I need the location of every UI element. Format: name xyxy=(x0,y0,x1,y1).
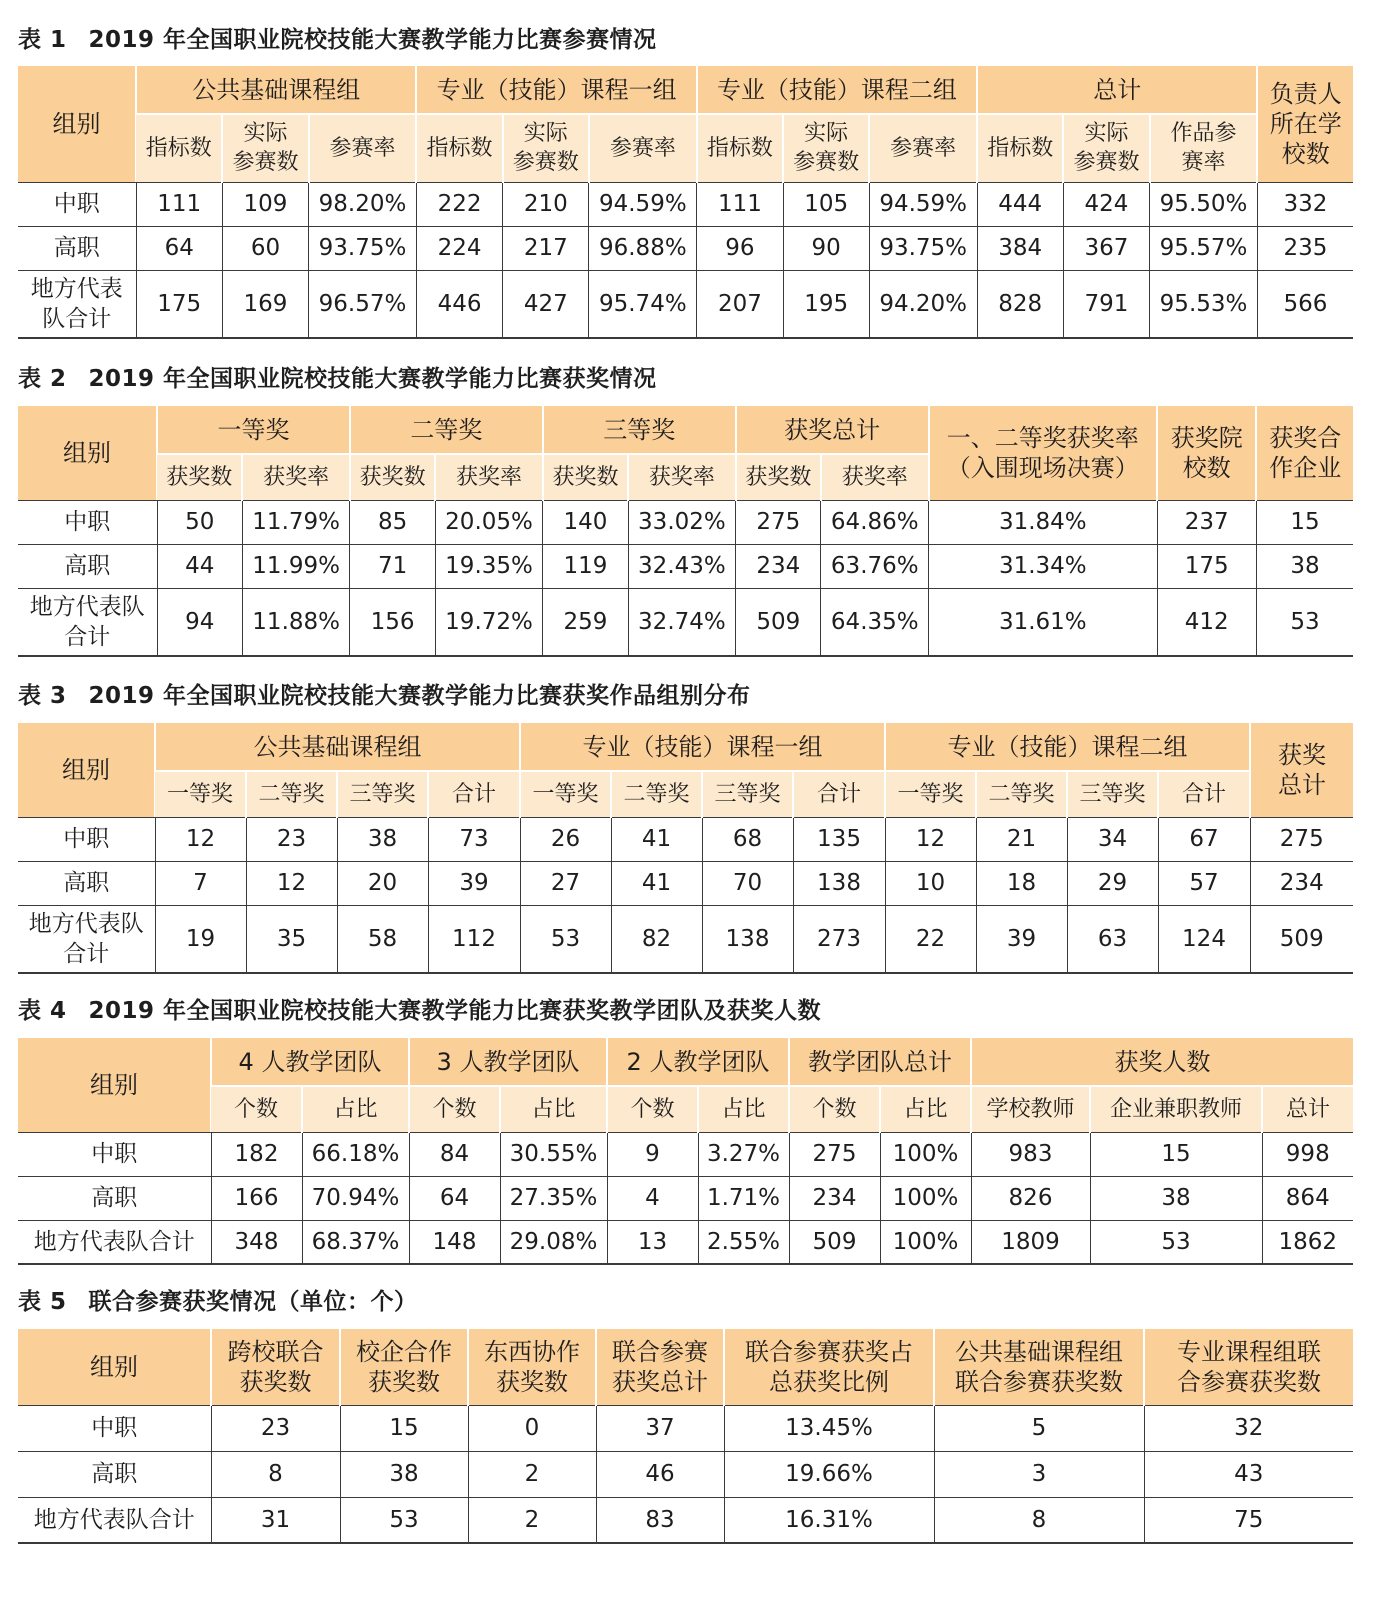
table-cell: 38 xyxy=(340,1451,468,1497)
table-cell: 5 xyxy=(934,1405,1144,1451)
row-header: 组别 xyxy=(18,406,157,500)
table-row xyxy=(18,182,1353,226)
table-cell: 10 xyxy=(885,861,976,905)
sub-header: 占比 xyxy=(500,1086,607,1132)
table-cell: 68 xyxy=(702,817,793,861)
table-5-section xyxy=(18,1283,1353,1544)
table-1 xyxy=(18,66,1353,339)
table-cell: 26 xyxy=(520,817,611,861)
sub-header: 三等奖 xyxy=(1067,771,1158,817)
table-cell: 100% xyxy=(880,1220,971,1264)
group-header: 专业（技能）课程二组 xyxy=(697,66,977,114)
table-cell: 44 xyxy=(157,544,242,588)
table-4-section xyxy=(18,992,1353,1265)
table-cell: 93.75% xyxy=(309,226,417,270)
table-2-section xyxy=(18,360,1353,657)
group-header: 专业（技能）课程二组 xyxy=(885,723,1250,771)
sub-header: 获奖率 xyxy=(435,454,543,500)
sub-header: 实际 参赛数 xyxy=(783,114,869,182)
sub-header: 指标数 xyxy=(136,114,222,182)
table-cell: 38 xyxy=(1090,1176,1262,1220)
table-cell: 41 xyxy=(611,861,702,905)
table-caption: 联合参赛获奖情况（单位：个） xyxy=(88,1289,418,1315)
row-label: 高职 xyxy=(18,1176,211,1220)
sub-header: 占比 xyxy=(698,1086,789,1132)
table-cell: 826 xyxy=(971,1176,1090,1220)
table-cell: 84 xyxy=(409,1132,500,1176)
table-title xyxy=(18,360,1353,398)
group-header: 一等奖 xyxy=(157,406,350,454)
table-cell: 384 xyxy=(977,226,1063,270)
table-cell: 37 xyxy=(596,1405,724,1451)
table-cell: 15 xyxy=(1090,1132,1262,1176)
table-caption: 2019 年全国职业院校技能大赛教学能力比赛获奖情况 xyxy=(88,366,657,392)
table-cell: 31.61% xyxy=(929,588,1157,656)
table-cell: 96.88% xyxy=(589,226,697,270)
tail-header: 一、二等奖获奖率 （入围现场决赛） xyxy=(929,406,1157,500)
table-cell: 64.35% xyxy=(821,588,929,656)
sub-header: 一等奖 xyxy=(885,771,976,817)
table-cell: 273 xyxy=(793,905,885,973)
table-cell: 111 xyxy=(136,182,222,226)
table-cell: 166 xyxy=(211,1176,302,1220)
table-cell: 27.35% xyxy=(500,1176,607,1220)
tail-header: 东西协作 获奖数 xyxy=(468,1329,596,1405)
row-header: 组别 xyxy=(18,723,155,817)
sub-header: 合计 xyxy=(1158,771,1250,817)
table-cell: 275 xyxy=(789,1132,880,1176)
table-title xyxy=(18,21,1353,59)
table-row xyxy=(18,226,1353,270)
row-label: 地方代表队合计 xyxy=(18,1497,211,1543)
table-cell: 1862 xyxy=(1262,1220,1353,1264)
tail-header: 获奖 总计 xyxy=(1250,723,1353,817)
tail-header: 公共基础课程组 联合参赛获奖数 xyxy=(934,1329,1144,1405)
table-cell: 0 xyxy=(468,1405,596,1451)
table-cell: 66.18% xyxy=(302,1132,409,1176)
row-label: 地方代表 队合计 xyxy=(18,270,136,338)
table-cell: 90 xyxy=(783,226,869,270)
table-row xyxy=(18,1220,1353,1264)
group-header: 三等奖 xyxy=(543,406,736,454)
table-title xyxy=(18,992,1353,1030)
table-cell: 1.71% xyxy=(698,1176,789,1220)
sub-header: 二等奖 xyxy=(976,771,1067,817)
table-cell: 20 xyxy=(337,861,428,905)
sub-header: 个数 xyxy=(211,1086,302,1132)
table-cell: 53 xyxy=(520,905,611,973)
table-cell: 140 xyxy=(543,500,628,544)
table-cell: 15 xyxy=(1256,500,1353,544)
sub-header: 一等奖 xyxy=(520,771,611,817)
table-cell: 367 xyxy=(1063,226,1149,270)
table-cell: 13.45% xyxy=(724,1405,934,1451)
table-3 xyxy=(18,723,1353,974)
table-cell: 19 xyxy=(155,905,246,973)
table-cell: 222 xyxy=(416,182,502,226)
group-header: 二等奖 xyxy=(350,406,543,454)
table-cell: 509 xyxy=(736,588,821,656)
table-cell: 156 xyxy=(350,588,435,656)
table-cell: 412 xyxy=(1157,588,1256,656)
sub-header: 实际 参赛数 xyxy=(503,114,589,182)
table-cell: 94.20% xyxy=(869,270,977,338)
table-cell: 19.35% xyxy=(435,544,543,588)
table-cell: 60 xyxy=(222,226,308,270)
sub-header: 指标数 xyxy=(416,114,502,182)
tail-header: 专业课程组联 合参赛获奖数 xyxy=(1144,1329,1353,1405)
table-cell: 11.88% xyxy=(242,588,350,656)
table-cell: 124 xyxy=(1158,905,1250,973)
row-header: 组别 xyxy=(18,1038,211,1132)
table-number: 表 4 xyxy=(18,998,67,1024)
sub-header: 一等奖 xyxy=(155,771,246,817)
table-cell: 828 xyxy=(977,270,1063,338)
table-cell: 23 xyxy=(211,1405,340,1451)
group-header: 获奖人数 xyxy=(971,1038,1353,1086)
table-cell: 259 xyxy=(543,588,628,656)
table-cell: 22 xyxy=(885,905,976,973)
table-row xyxy=(18,1132,1353,1176)
table-cell: 234 xyxy=(736,544,821,588)
tail-header: 获奖院 校数 xyxy=(1157,406,1256,500)
row-header: 组别 xyxy=(18,66,136,182)
table-cell: 7 xyxy=(155,861,246,905)
table-row xyxy=(18,1451,1353,1497)
sub-header: 合计 xyxy=(793,771,885,817)
table-row xyxy=(18,1176,1353,1220)
table-cell: 13 xyxy=(607,1220,698,1264)
table-cell: 29 xyxy=(1067,861,1158,905)
table-cell: 138 xyxy=(702,905,793,973)
table-cell: 98.20% xyxy=(309,182,417,226)
table-cell: 68.37% xyxy=(302,1220,409,1264)
table-cell: 33.02% xyxy=(628,500,736,544)
table-cell: 566 xyxy=(1257,270,1353,338)
row-label: 高职 xyxy=(18,544,157,588)
table-title xyxy=(18,1283,1353,1321)
table-cell: 100% xyxy=(880,1132,971,1176)
table-cell: 63 xyxy=(1067,905,1158,973)
table-number: 表 3 xyxy=(18,683,67,709)
row-label: 高职 xyxy=(18,1451,211,1497)
tail-header: 负责人 所在学 校数 xyxy=(1257,66,1353,182)
table-cell: 19.72% xyxy=(435,588,543,656)
table-cell: 509 xyxy=(789,1220,880,1264)
table-cell: 16.31% xyxy=(724,1497,934,1543)
sub-header: 个数 xyxy=(607,1086,698,1132)
table-cell: 64.86% xyxy=(821,500,929,544)
sub-header: 作品参 赛率 xyxy=(1150,114,1258,182)
table-cell: 138 xyxy=(793,861,885,905)
table-cell: 8 xyxy=(211,1451,340,1497)
group-header: 3 人教学团队 xyxy=(409,1038,607,1086)
table-cell: 119 xyxy=(543,544,628,588)
sub-header: 参赛率 xyxy=(589,114,697,182)
table-cell: 67 xyxy=(1158,817,1250,861)
row-label: 中职 xyxy=(18,500,157,544)
table-cell: 46 xyxy=(596,1451,724,1497)
table-title xyxy=(18,677,1353,715)
table-cell: 50 xyxy=(157,500,242,544)
table-cell: 234 xyxy=(789,1176,880,1220)
table-cell: 444 xyxy=(977,182,1063,226)
sub-header: 占比 xyxy=(302,1086,409,1132)
table-cell: 427 xyxy=(503,270,589,338)
table-cell: 111 xyxy=(697,182,783,226)
table-cell: 234 xyxy=(1250,861,1353,905)
table-row xyxy=(18,270,1353,338)
table-number: 表 2 xyxy=(18,366,67,392)
table-number: 表 1 xyxy=(18,27,67,53)
tail-header: 联合参赛获奖占 总获奖比例 xyxy=(724,1329,934,1405)
sub-header: 获奖率 xyxy=(628,454,736,500)
table-cell: 21 xyxy=(976,817,1067,861)
table-row xyxy=(18,1405,1353,1451)
table-cell: 1809 xyxy=(971,1220,1090,1264)
table-cell: 75 xyxy=(1144,1497,1353,1543)
sub-header: 企业兼职教师 xyxy=(1090,1086,1262,1132)
table-cell: 95.57% xyxy=(1150,226,1258,270)
tail-header: 校企合作 获奖数 xyxy=(340,1329,468,1405)
table-cell: 31.84% xyxy=(929,500,1157,544)
group-header: 专业（技能）课程一组 xyxy=(520,723,885,771)
table-cell: 95.50% xyxy=(1150,182,1258,226)
table-cell: 348 xyxy=(211,1220,302,1264)
table-cell: 53 xyxy=(1090,1220,1262,1264)
sub-header: 合计 xyxy=(428,771,520,817)
table-cell: 64 xyxy=(409,1176,500,1220)
table-cell: 95.74% xyxy=(589,270,697,338)
table-cell: 38 xyxy=(337,817,428,861)
sub-header: 指标数 xyxy=(977,114,1063,182)
table-cell: 41 xyxy=(611,817,702,861)
table-3-section xyxy=(18,677,1353,974)
table-cell: 19.66% xyxy=(724,1451,934,1497)
table-cell: 18 xyxy=(976,861,1067,905)
group-header: 公共基础课程组 xyxy=(136,66,416,114)
table-caption: 2019 年全国职业院校技能大赛教学能力比赛获奖作品组别分布 xyxy=(88,683,751,709)
sub-header: 指标数 xyxy=(697,114,783,182)
table-cell: 148 xyxy=(409,1220,500,1264)
table-cell: 2 xyxy=(468,1451,596,1497)
table-4 xyxy=(18,1038,1353,1265)
table-2 xyxy=(18,406,1353,657)
row-label: 中职 xyxy=(18,817,155,861)
row-header: 组别 xyxy=(18,1329,211,1405)
table-row xyxy=(18,1497,1353,1543)
table-cell: 8 xyxy=(934,1497,1144,1543)
table-cell: 94 xyxy=(157,588,242,656)
group-header: 总计 xyxy=(977,66,1257,114)
table-row xyxy=(18,905,1353,973)
row-label: 高职 xyxy=(18,861,155,905)
row-label: 中职 xyxy=(18,1132,211,1176)
sub-header: 总计 xyxy=(1262,1086,1353,1132)
table-cell: 39 xyxy=(976,905,1067,973)
row-label: 地方代表队 合计 xyxy=(18,905,155,973)
group-header: 2 人教学团队 xyxy=(607,1038,789,1086)
table-cell: 95.53% xyxy=(1150,270,1258,338)
table-cell: 224 xyxy=(416,226,502,270)
table-cell: 275 xyxy=(1250,817,1353,861)
group-header: 公共基础课程组 xyxy=(155,723,520,771)
table-cell: 3 xyxy=(934,1451,1144,1497)
table-cell: 182 xyxy=(211,1132,302,1176)
table-cell: 210 xyxy=(503,182,589,226)
sub-header: 参赛率 xyxy=(869,114,977,182)
table-cell: 53 xyxy=(340,1497,468,1543)
table-number: 表 5 xyxy=(18,1289,67,1315)
table-cell: 4 xyxy=(607,1176,698,1220)
sub-header: 学校教师 xyxy=(971,1086,1090,1132)
group-header: 专业（技能）课程一组 xyxy=(416,66,696,114)
sub-header: 参赛率 xyxy=(309,114,417,182)
sub-header: 获奖数 xyxy=(157,454,242,500)
table-cell: 29.08% xyxy=(500,1220,607,1264)
table-cell: 237 xyxy=(1157,500,1256,544)
table-cell: 82 xyxy=(611,905,702,973)
table-cell: 93.75% xyxy=(869,226,977,270)
sub-header: 个数 xyxy=(789,1086,880,1132)
table-cell: 217 xyxy=(503,226,589,270)
table-cell: 57 xyxy=(1158,861,1250,905)
table-cell: 169 xyxy=(222,270,308,338)
sub-header: 三等奖 xyxy=(702,771,793,817)
table-cell: 96 xyxy=(697,226,783,270)
table-cell: 109 xyxy=(222,182,308,226)
table-cell: 15 xyxy=(340,1405,468,1451)
table-row xyxy=(18,817,1353,861)
table-cell: 32 xyxy=(1144,1405,1353,1451)
row-label: 地方代表队 合计 xyxy=(18,588,157,656)
sub-header: 个数 xyxy=(409,1086,500,1132)
table-row xyxy=(18,544,1353,588)
table-cell: 12 xyxy=(885,817,976,861)
table-cell: 175 xyxy=(1157,544,1256,588)
sub-header: 三等奖 xyxy=(337,771,428,817)
table-cell: 32.43% xyxy=(628,544,736,588)
sub-header: 获奖率 xyxy=(242,454,350,500)
table-cell: 96.57% xyxy=(309,270,417,338)
table-cell: 2 xyxy=(468,1497,596,1543)
table-cell: 58 xyxy=(337,905,428,973)
table-cell: 998 xyxy=(1262,1132,1353,1176)
table-5 xyxy=(18,1329,1353,1544)
group-header: 教学团队总计 xyxy=(789,1038,971,1086)
sub-header: 二等奖 xyxy=(246,771,337,817)
sub-header: 实际 参赛数 xyxy=(222,114,308,182)
table-cell: 791 xyxy=(1063,270,1149,338)
table-cell: 135 xyxy=(793,817,885,861)
row-label: 中职 xyxy=(18,1405,211,1451)
table-cell: 105 xyxy=(783,182,869,226)
row-label: 高职 xyxy=(18,226,136,270)
table-cell: 85 xyxy=(350,500,435,544)
table-cell: 12 xyxy=(155,817,246,861)
group-header: 4 人教学团队 xyxy=(211,1038,409,1086)
sub-header: 占比 xyxy=(880,1086,971,1132)
tail-header: 联合参赛 获奖总计 xyxy=(596,1329,724,1405)
table-cell: 12 xyxy=(246,861,337,905)
table-cell: 63.76% xyxy=(821,544,929,588)
table-cell: 275 xyxy=(736,500,821,544)
table-cell: 71 xyxy=(350,544,435,588)
table-row xyxy=(18,588,1353,656)
table-cell: 11.79% xyxy=(242,500,350,544)
table-cell: 30.55% xyxy=(500,1132,607,1176)
table-cell: 509 xyxy=(1250,905,1353,973)
table-cell: 3.27% xyxy=(698,1132,789,1176)
table-cell: 83 xyxy=(596,1497,724,1543)
table-cell: 39 xyxy=(428,861,520,905)
sub-header: 获奖率 xyxy=(821,454,929,500)
sub-header: 二等奖 xyxy=(611,771,702,817)
sub-header: 获奖数 xyxy=(350,454,435,500)
tail-header: 获奖合 作企业 xyxy=(1256,406,1353,500)
table-cell: 31 xyxy=(211,1497,340,1543)
tail-header: 跨校联合 获奖数 xyxy=(211,1329,340,1405)
table-cell: 332 xyxy=(1257,182,1353,226)
table-cell: 70.94% xyxy=(302,1176,409,1220)
table-cell: 34 xyxy=(1067,817,1158,861)
table-cell: 38 xyxy=(1256,544,1353,588)
row-label: 中职 xyxy=(18,182,136,226)
table-row xyxy=(18,861,1353,905)
table-caption: 2019 年全国职业院校技能大赛教学能力比赛参赛情况 xyxy=(88,27,657,53)
sub-header: 实际 参赛数 xyxy=(1063,114,1149,182)
table-cell: 23 xyxy=(246,817,337,861)
table-cell: 20.05% xyxy=(435,500,543,544)
table-cell: 70 xyxy=(702,861,793,905)
sub-header: 获奖数 xyxy=(736,454,821,500)
table-cell: 207 xyxy=(697,270,783,338)
table-cell: 11.99% xyxy=(242,544,350,588)
table-row xyxy=(18,500,1353,544)
table-cell: 175 xyxy=(136,270,222,338)
table-cell: 73 xyxy=(428,817,520,861)
sub-header: 获奖数 xyxy=(543,454,628,500)
table-cell: 31.34% xyxy=(929,544,1157,588)
table-cell: 235 xyxy=(1257,226,1353,270)
table-cell: 35 xyxy=(246,905,337,973)
group-header: 获奖总计 xyxy=(736,406,929,454)
table-cell: 27 xyxy=(520,861,611,905)
table-cell: 32.74% xyxy=(628,588,736,656)
table-cell: 983 xyxy=(971,1132,1090,1176)
table-cell: 94.59% xyxy=(869,182,977,226)
table-cell: 195 xyxy=(783,270,869,338)
table-caption: 2019 年全国职业院校技能大赛教学能力比赛获奖教学团队及获奖人数 xyxy=(88,998,822,1024)
table-cell: 864 xyxy=(1262,1176,1353,1220)
table-cell: 112 xyxy=(428,905,520,973)
table-cell: 64 xyxy=(136,226,222,270)
table-cell: 94.59% xyxy=(589,182,697,226)
table-cell: 100% xyxy=(880,1176,971,1220)
table-cell: 2.55% xyxy=(698,1220,789,1264)
table-cell: 43 xyxy=(1144,1451,1353,1497)
table-cell: 424 xyxy=(1063,182,1149,226)
table-cell: 446 xyxy=(416,270,502,338)
table-1-section xyxy=(18,21,1353,339)
table-cell: 9 xyxy=(607,1132,698,1176)
table-cell: 53 xyxy=(1256,588,1353,656)
row-label: 地方代表队合计 xyxy=(18,1220,211,1264)
